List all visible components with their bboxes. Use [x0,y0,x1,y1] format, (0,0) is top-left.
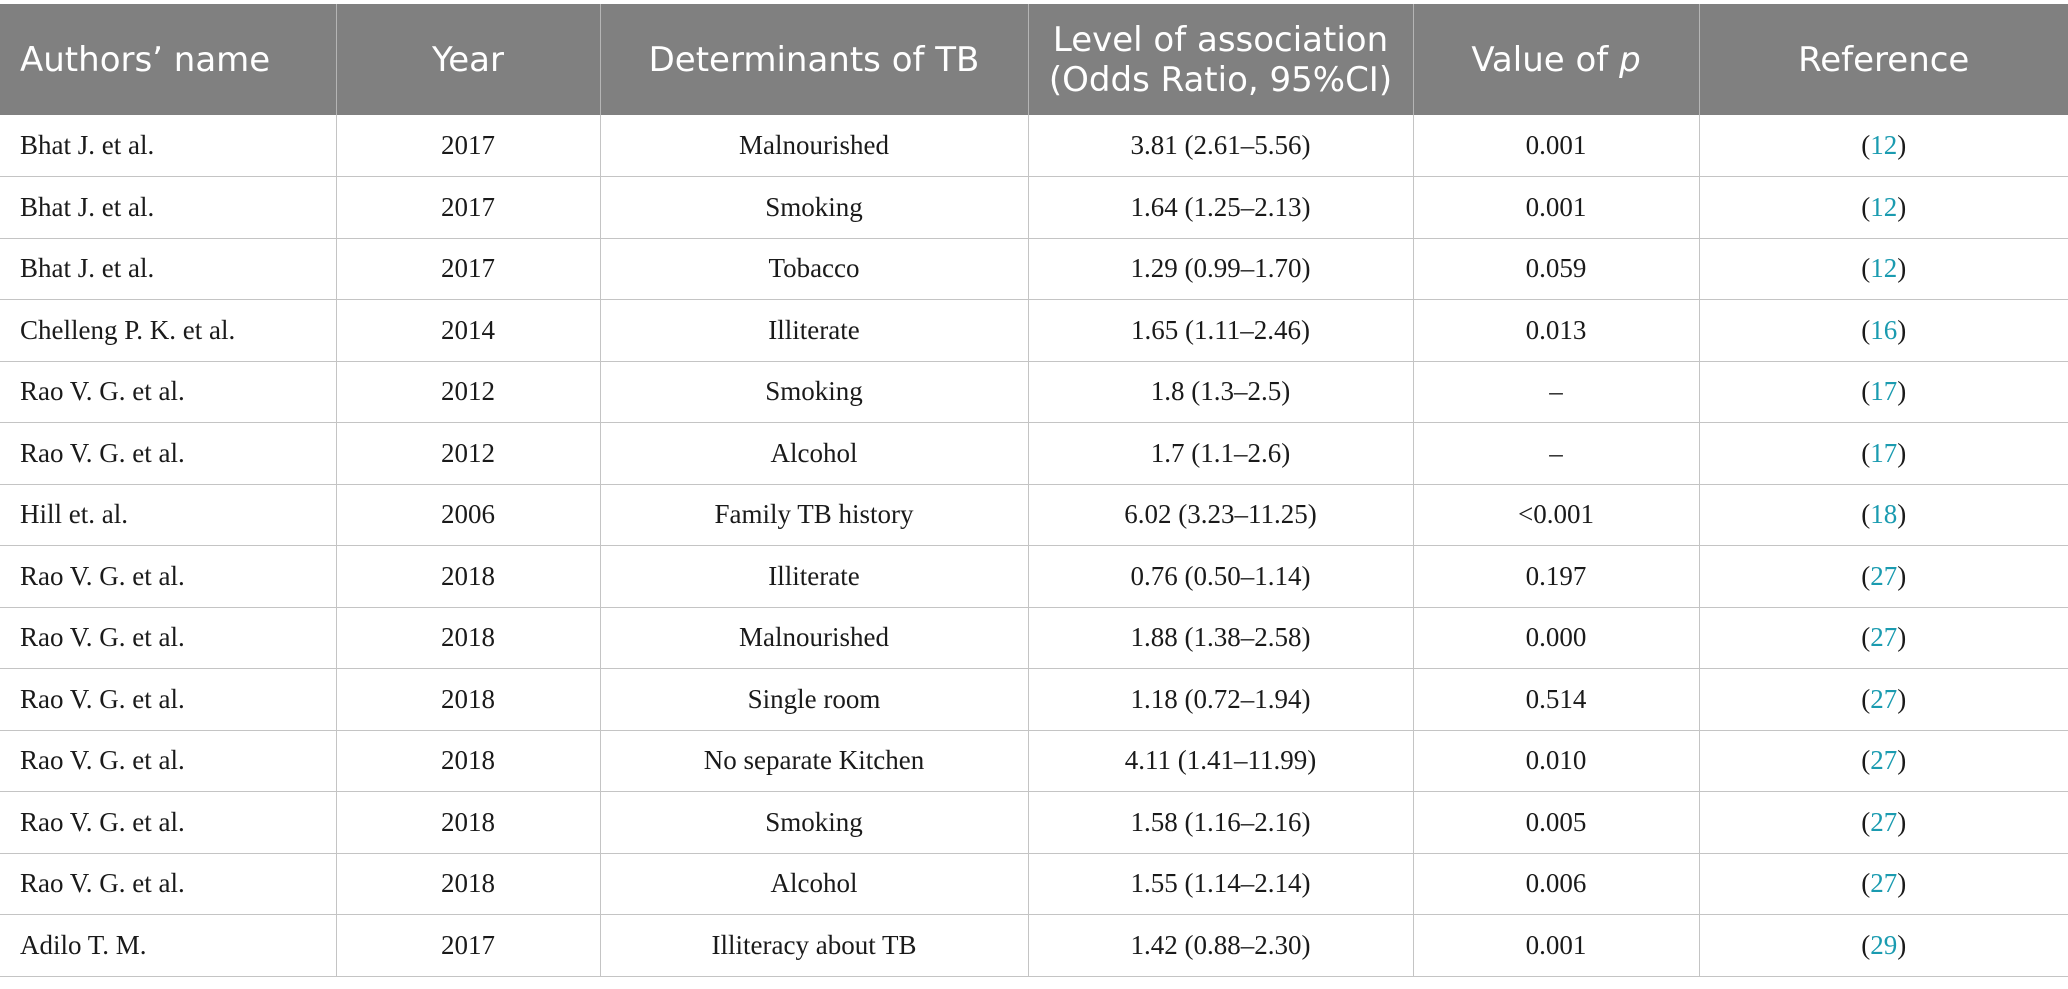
cell-author: Chelleng P. K. et al. [0,300,336,362]
cell-determinant: No separate Kitchen [600,730,1028,792]
cell-author: Bhat J. et al. [0,115,336,177]
header-year: Year [336,4,600,115]
reference-link[interactable]: 17 [1870,437,1898,468]
cell-odds-ratio: 3.81 (2.61–5.56) [1028,115,1413,177]
header-pvalue-symbol: p [1619,39,1641,80]
header-row [0,4,2068,115]
cell-p-value: <0.001 [1413,484,1699,546]
table-row [0,546,2068,608]
table-header [0,4,2068,115]
cell-odds-ratio: 1.55 (1.14–2.14) [1028,853,1413,915]
cell-reference [1699,361,2068,423]
reference-open-paren: ( [1861,376,1871,407]
cell-author: Rao V. G. et al. [0,669,336,731]
cell-determinant: Single room [600,669,1028,731]
cell-author: Rao V. G. et al. [0,361,336,423]
table-row [0,423,2068,485]
header-pvalue [1413,4,1699,115]
reference-close-paren: ) [1897,191,1907,222]
cell-reference [1699,300,2068,362]
cell-p-value: 0.514 [1413,669,1699,731]
cell-p-value: 0.010 [1413,730,1699,792]
reference-link[interactable]: 27 [1870,560,1898,591]
cell-author: Adilo T. M. [0,915,336,977]
cell-reference [1699,915,2068,977]
cell-odds-ratio: 1.88 (1.38–2.58) [1028,607,1413,669]
reference-open-paren: ( [1861,806,1871,837]
table-row [0,238,2068,300]
cell-determinant: Alcohol [600,853,1028,915]
cell-year: 2018 [336,546,600,608]
cell-year: 2012 [336,361,600,423]
reference-open-paren: ( [1861,683,1871,714]
header-pvalue-prefix: Value of [1471,39,1620,80]
cell-p-value: 0.000 [1413,607,1699,669]
cell-odds-ratio: 1.7 (1.1–2.6) [1028,423,1413,485]
cell-year: 2018 [336,792,600,854]
reference-link[interactable]: 27 [1870,745,1898,776]
reference-open-paren: ( [1861,745,1871,776]
cell-reference [1699,792,2068,854]
header-authors: Authors’ name [0,4,336,115]
table-row [0,177,2068,239]
reference-link[interactable]: 27 [1870,868,1898,899]
table-row [0,915,2068,977]
cell-p-value: 0.001 [1413,115,1699,177]
reference-open-paren: ( [1861,314,1871,345]
reference-open-paren: ( [1861,560,1871,591]
cell-odds-ratio: 1.65 (1.11–2.46) [1028,300,1413,362]
cell-author: Rao V. G. et al. [0,607,336,669]
cell-author: Rao V. G. et al. [0,730,336,792]
reference-open-paren: ( [1861,868,1871,899]
cell-determinant: Smoking [600,177,1028,239]
cell-odds-ratio: 1.18 (0.72–1.94) [1028,669,1413,731]
cell-year: 2018 [336,853,600,915]
reference-link[interactable]: 27 [1870,622,1898,653]
reference-link[interactable]: 16 [1870,314,1898,345]
cell-odds-ratio: 6.02 (3.23–11.25) [1028,484,1413,546]
cell-determinant: Smoking [600,361,1028,423]
cell-p-value: – [1413,361,1699,423]
reference-close-paren: ) [1897,130,1907,160]
cell-year: 2014 [336,300,600,362]
cell-reference [1699,423,2068,485]
cell-author: Rao V. G. et al. [0,546,336,608]
cell-reference [1699,546,2068,608]
cell-reference [1699,177,2068,239]
cell-p-value: 0.001 [1413,177,1699,239]
reference-open-paren: ( [1861,191,1871,222]
table-row [0,730,2068,792]
reference-link[interactable]: 12 [1870,253,1898,284]
cell-year: 2017 [336,915,600,977]
cell-p-value: – [1413,423,1699,485]
header-determinants: Determinants of TB [600,4,1028,115]
cell-determinant: Alcohol [600,423,1028,485]
cell-odds-ratio: 1.64 (1.25–2.13) [1028,177,1413,239]
reference-open-paren: ( [1861,437,1871,468]
cell-p-value: 0.001 [1413,915,1699,977]
cell-author: Rao V. G. et al. [0,792,336,854]
table-row [0,607,2068,669]
reference-close-paren: ) [1897,622,1907,653]
cell-p-value: 0.197 [1413,546,1699,608]
cell-p-value: 0.013 [1413,300,1699,362]
cell-reference [1699,853,2068,915]
cell-year: 2018 [336,669,600,731]
cell-determinant: Tobacco [600,238,1028,300]
cell-reference [1699,669,2068,731]
cell-reference [1699,607,2068,669]
table-row [0,361,2068,423]
cell-determinant: Illiterate [600,300,1028,362]
header-association-line1: Level of association [1052,19,1389,60]
cell-reference [1699,115,2068,177]
cell-author: Bhat J. et al. [0,238,336,300]
cell-year: 2006 [336,484,600,546]
cell-author: Bhat J. et al. [0,177,336,239]
reference-close-paren: ) [1897,745,1907,776]
tb-determinants-table [0,4,2068,977]
cell-determinant: Malnourished [600,115,1028,177]
cell-reference [1699,238,2068,300]
cell-year: 2017 [336,238,600,300]
reference-close-paren: ) [1897,437,1907,468]
cell-p-value: 0.006 [1413,853,1699,915]
cell-odds-ratio: 1.29 (0.99–1.70) [1028,238,1413,300]
cell-reference [1699,730,2068,792]
reference-close-paren: ) [1897,314,1907,345]
cell-reference [1699,484,2068,546]
table-row [0,115,2068,177]
table-row [0,300,2068,362]
reference-link[interactable]: 12 [1870,191,1898,222]
cell-determinant: Family TB history [600,484,1028,546]
reference-link[interactable]: 17 [1870,376,1898,407]
cell-author: Rao V. G. et al. [0,853,336,915]
reference-open-paren: ( [1861,130,1871,160]
reference-close-paren: ) [1897,253,1907,284]
cell-year: 2018 [336,730,600,792]
cell-odds-ratio: 1.8 (1.3–2.5) [1028,361,1413,423]
cell-p-value: 0.059 [1413,238,1699,300]
reference-link[interactable]: 27 [1870,683,1898,714]
cell-odds-ratio: 0.76 (0.50–1.14) [1028,546,1413,608]
tb-determinants-table-container [0,4,2068,977]
reference-link[interactable]: 18 [1870,499,1898,530]
cell-odds-ratio: 1.58 (1.16–2.16) [1028,792,1413,854]
table-row [0,484,2068,546]
cell-year: 2018 [336,607,600,669]
table-row [0,792,2068,854]
cell-odds-ratio: 1.42 (0.88–2.30) [1028,915,1413,977]
cell-year: 2017 [336,115,600,177]
cell-author: Hill et. al. [0,484,336,546]
reference-open-paren: ( [1861,499,1871,530]
reference-open-paren: ( [1861,929,1871,960]
reference-close-paren: ) [1897,868,1907,899]
cell-determinant: Smoking [600,792,1028,854]
reference-link[interactable]: 29 [1870,929,1898,960]
table-row [0,853,2068,915]
reference-link[interactable]: 27 [1870,806,1898,837]
table-body [0,115,2068,976]
cell-p-value: 0.005 [1413,792,1699,854]
cell-determinant: Illiterate [600,546,1028,608]
cell-determinant: Illiteracy about TB [600,915,1028,977]
header-association [1028,4,1413,115]
header-association-line2: (Odds Ratio, 95%CI) [1048,59,1393,100]
reference-close-paren: ) [1897,806,1907,837]
header-reference: Reference [1699,4,2068,115]
cell-year: 2017 [336,177,600,239]
reference-close-paren: ) [1897,376,1907,407]
cell-odds-ratio: 4.11 (1.41–11.99) [1028,730,1413,792]
cell-author: Rao V. G. et al. [0,423,336,485]
table-row [0,669,2068,731]
cell-year: 2012 [336,423,600,485]
reference-close-paren: ) [1897,560,1907,591]
reference-close-paren: ) [1897,929,1907,960]
reference-open-paren: ( [1861,622,1871,653]
reference-open-paren: ( [1861,253,1871,284]
cell-determinant: Malnourished [600,607,1028,669]
reference-link[interactable]: 12 [1870,130,1898,160]
reference-close-paren: ) [1897,683,1907,714]
reference-close-paren: ) [1897,499,1907,530]
